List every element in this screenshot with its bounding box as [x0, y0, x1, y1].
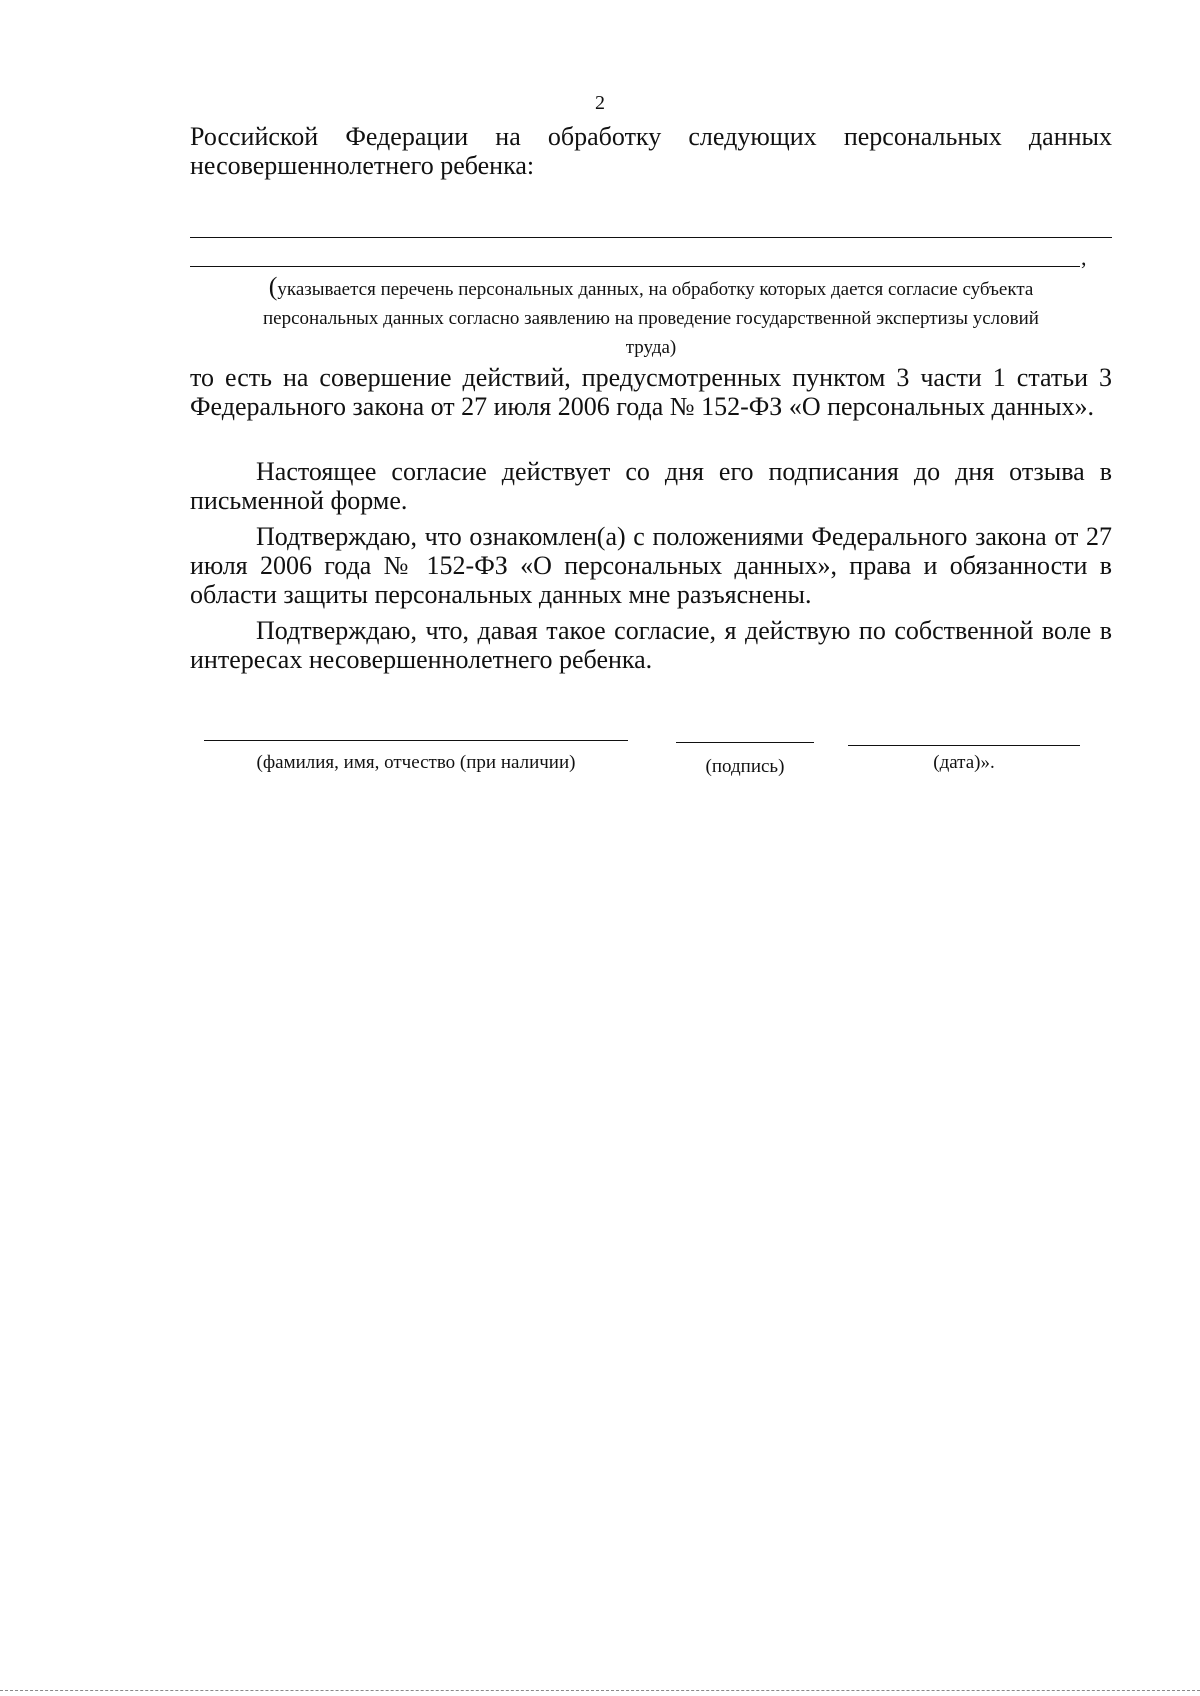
date-line	[848, 745, 1080, 746]
intro-paragraph: Российской Федерации на обработку следующих персональных данных несовершеннолетнего ребенка:	[190, 122, 1112, 180]
data-list-caption	[190, 272, 1112, 362]
data-list-caption-line-3: труда)	[625, 337, 677, 358]
caption-open-paren: (	[268, 272, 278, 301]
page-bottom-edge	[0, 1690, 1200, 1691]
name-caption: (фамилия, имя, отчество (при наличии)	[256, 752, 576, 773]
data-list-caption-line-2: персональных данных согласно заявлению на проведение государственной экспертизы условий	[263, 308, 1039, 329]
signature-line	[676, 742, 814, 743]
caption-line-1-text: указывается перечень персональных данных, на обработку которых дается согласие субъекта	[277, 279, 1034, 300]
date-caption: (дата)».	[933, 752, 995, 773]
actions-paragraph: то есть на совершение действий, предусмотренных пунктом 3 части 1 статьи 3 Федерального закона от 27 июля 2006 года № 152-ФЗ «О персональных данных».	[190, 363, 1112, 421]
fill-in-line-2	[190, 266, 1080, 267]
signature-caption: (подпись)	[705, 756, 785, 777]
acknowledgement-paragraph: Подтверждаю, что ознакомлен(а) с положениями Федерального закона от 27 июля 2006 года № 152-ФЗ «О персональных данных», права и обязанности в области защиты персональных данных мне разъяснены.	[190, 522, 1112, 609]
name-signature-line	[204, 740, 628, 741]
data-list-caption-line-1	[190, 272, 1112, 304]
validity-paragraph: Настоящее согласие действует со дня его подписания до дня отзыва в письменной форме.	[190, 457, 1112, 515]
free-will-paragraph: Подтверждаю, что, давая такое согласие, я действую по собственной воле в интересах несовершеннолетнего ребенка.	[190, 616, 1112, 674]
page-number: 2	[595, 92, 605, 114]
fill-in-line-1	[190, 237, 1112, 238]
fill-in-comma: ,	[1081, 245, 1087, 270]
